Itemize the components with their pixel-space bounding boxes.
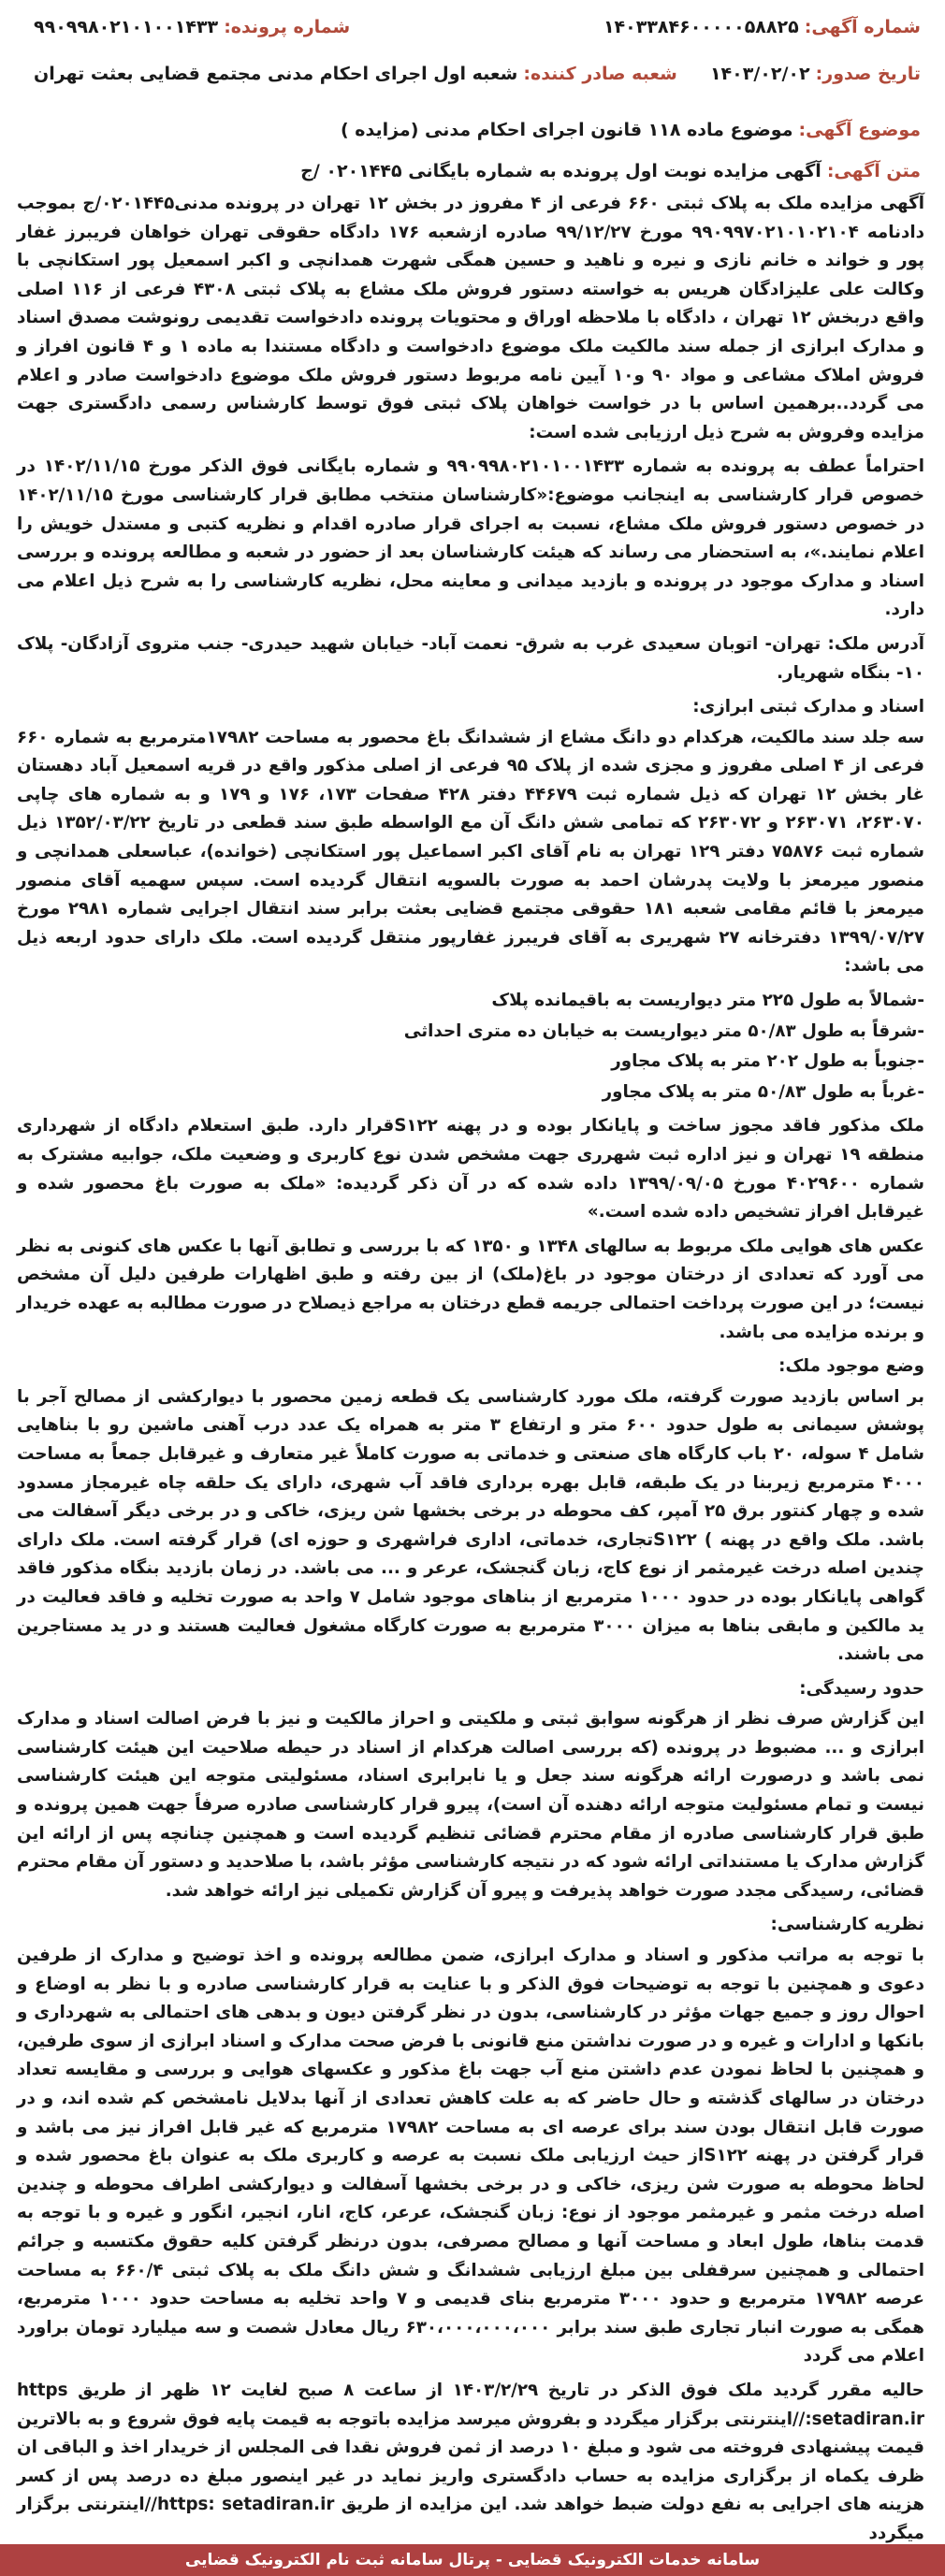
case-number-row bbox=[34, 13, 350, 41]
paragraph-audit: این گزارش صرف نظر از هرگونه سوابق ثبتی و ملکیتی و احراز مالکیت و نیز با فرض اصالت اسناد و مدارک ابرازی و ... مضبوط در پرونده (که بررسی اصالت هرکدام از اسناد در حیطه صلاحیت این هیئت کارشناسی نمی باشد و درصورت ارائه هرگونه سند جعل و یا نابرابری اسناد، مسئولیتی متوجه این هیئت کارشناسی نیست و تمام مسئولیت متوجه ارائه دهنده آن است)، پیرو قرار کارشناسی صادره صرفاً جهت همین پرونده و طبق قرار کارشناسی صادره از مقام محترم قضائی تنظیم گردیده است و همچنین چنانچه پس از ارائه این گزارش مدارک یا مستنداتی ارائه شود که در نتیجه کارشناسی مؤثر باشد، با صلاحدید و دستور آن مقام محترم قضائی، رسیدگی مجدد صورت خواهد پذیرفت و پیرو آن گزارش تکمیلی نیز ارائه خواهد شد. bbox=[17, 1709, 924, 1901]
case-number: ۹۹۰۹۹۸۰۲۱۰۱۰۰۱۴۳۳ bbox=[34, 17, 219, 37]
ad-text-label: متن آگهی: bbox=[826, 161, 921, 181]
branch-name: شعبه اول اجرای احکام مدنی مجتمع قضایی بعثت تهران bbox=[34, 64, 518, 84]
border-south: -جنوباً به طول ۲۰۲ متر به پلاک مجاور bbox=[611, 1051, 924, 1072]
ad-text-heading: آگهی مزایده نوبت اول پرونده به شماره بایگانی ۰۲۰۱۴۴۵ /ج bbox=[300, 161, 821, 181]
subject-text: موضوع ماده ۱۱۸ قانون اجرای احکام مدنی (مزایده ) bbox=[340, 120, 793, 140]
border-east: -شرقاً به طول ۵۰/۸۳ متر دیواریست به خیابان ده متری احداثی bbox=[403, 1020, 924, 1041]
branch-row bbox=[34, 60, 677, 88]
paragraph-address: آدرس ملک: تهران- اتوبان سعیدی غرب به شرق- نعمت آباد- خیابان شهید حیدری- جنب متروی آزادگان- پلاک ۱۰- بنگاه شهریار. bbox=[17, 633, 924, 683]
ad-number-row bbox=[603, 13, 921, 41]
paragraph-opinion: با توجه به مراتب مذکور و اسناد و مدارک ابرازی، ضمن مطالعه پرونده و اخذ توضیح و مدارک از طرفین دعوی و همچنین با توجه به توضیحات فوق الذکر و با عنایت به قرار کارشناسی صادره و با نظر به اوضاع و احوال روز و جمیع جهات مؤثر در کارشناسی، بدون در نظر گرفتن دیون و بدهی های احتمالی به شهرداری و بانکها و ادارات و غیره و در صورت نداشتن منع قانونی با فرض صحت مدارک و اسناد ابرازی از سوی طرفین، و همچنین با لحاظ نمودن عدم داشتن منع آب جهت باغ مذکور و عکسهای هوایی و بررسی و مقایسه تعداد درختان در سالهای گذشته و حال حاضر که به علت کاهش تعدادی از آنها بدلایل نامشخص کم شده اند، و در صورت قابل انتقال بودن سند برای عرصه ای به مساحت ۱۷۹۸۲ مترمربع که غیر قابل افراز نیز می باشد و قرار گرفتن در پهنه S۱۲۲از حیث ارزیابی ملک نسبت به عرصه و کاربری ملک به عنوان باغ محصور شده و لحاظ محوطه به صورت شن ریزی، خاکی و در برخی بخشها آسفالت و دیوارکشی اطراف محوطه و چندین اصله درخت مثمر و غیرمثمر موجود از نوع: زبان گنجشک، عرعر، کاج، انار، انجیر، انگور و غیره و با توجه به قدمت بناها، طول ابعاد و مساحت آنها و مصالح مصرفی، بدون درنظر گرفتن کلیه حقوق مکتسبه و جرائم احتمالی و همچنین سرقفلی بین مبلغ ارزیابی ششدانگ و شش دانگ ملک به پلاک ثبتی ۶۶۰/۴ به مساحت عرصه ۱۷۹۸۲ مترمربع و حدود ۳۰۰۰ مترمربع بنای قدیمی و ۷ واحد تخلیه به مساحت حدود ۱۰۰۰ مترمربع، همگی به صورت انبار تجاری طبق سند برابر ۶۳۰،۰۰۰،۰۰۰،۰۰۰ ریال معادل شصت و سه میلیارد تومان براورد اعلام می گردد bbox=[17, 1946, 925, 2366]
paragraph-intro: آگهی مزایده ملک به پلاک ثبتی ۶۶۰ فرعی از ۴ مفروز در بخش ۱۲ تهران در پرونده مدنی۰۲۰۱۴۴۵/ج بموجب دادنامه ۹۹۰۹۹۷۰۲۱۰۱۰۲۱۰۴ مورخ ۹۹/۱۲/۲۷ صادره ازشعبه ۱۷۶ دادگاه حقوقی تهران خواهان فریبرز غفار پور و خواند ه خانم نازی و نیره و ناهید و حسین همگی شهرت همدانچی و اکبر اسمعیل پور استکانچی با وکالت علی علیزادگان هریس به خواسته دستور فروش ملک مشاع به پلاک ثبتی ۴۳۰۸ فرعی از ۱۱۶ اصلی واقع دربخش ۱۲ تهران ، دادگاه با ملاحظه اوراق و محتویات پرونده دادخواست تقدیمی رونوشت مصدق اسناد و مدارک ابرازی از جمله سند مالکیت ملک موضوع دادخواست و دادگاه مستندا به ماده ۱ و ۴ قانون افراز و فروش املاک مشاعی و مواد ۹۰ و۱۰ آیین نامه مربوط دستور فروش ملک موضوع دادخواست صادر و اعلام می گردد..برهمین اساس با در خواست خواهان پلاک ثبتی فوق توسط کارشناس رسمی دادگستری جهت مزایده وفروش به شرح ذیل ارزیابی شده است: bbox=[17, 194, 925, 442]
paragraph-permit: ملک مذکور فاقد مجوز ساخت و پایانکار بوده و در پهنه S۱۲۲قرار دارد. طبق استعلام دادگاه از شهرداری منطقه ۱۹ تهران و نیز اداره ثبت شهرری جهت مشخص شدن نوع کاربری و وضعیت ملک، جوابیه مشترک به شماره ۴۰۲۹۶۰۰ مورخ ۱۳۹۹/۰۹/۰۵ داده شده که در آن ذکر گردیده: «ملک به صورت باغ محصور شده و غیرقابل افراز تشخیص داده شده است.» bbox=[17, 1116, 924, 1223]
paragraph-docs: سه جلد سند مالکیت، هرکدام دو دانگ مشاع از ششدانگ باغ محصور به مساحت ۱۷۹۸۲مترمربع به شماره ۶۶۰ فرعی از ۴ اصلی مفروز و مجزی شده از پلاک ۹۵ فرعی از اصلی مذکور واقع در قریه اسمعیل آباد دهستان غار بخش ۱۲ تهران که ذیل شماره ثبت ۴۴۶۷۹ دفتر ۴۲۸ صفحات ۱۷۳، ۱۷۶ و ۱۷۹ و به شماره های چاپی ۲۶۳۰۷۰، ۲۶۳۰۷۱ و ۲۶۳۰۷۲ که تمامی شش دانگ آن مع الواسطه طبق سند قطعی در تاریخ ۱۳۵۲/۰۳/۲۲ ذیل شماره ثبت ۷۵۸۷۶ دفتر ۱۲۹ تهران به نام آقای اکبر اسماعیل پور استکانچی (خوانده)، عباسعلی همدانچی و منصور میرمعز با ولایت پدرشان احمد به صورت بالسویه انتقال گردیده است. سپس سهمیه آقای منصور میرمعز با قائم مقامی شعبه ۱۸۱ حقوقی مجتمع قضایی بعثت برابر سند انتقال اجرایی شماره ۲۹۸۱ مورخ ۱۳۹۹/۰۷/۲۷ دفترخانه ۲۷ شهریری به آقای فریبرز غفارپور منتقل گردیده است. ملک دارای حدود اربعه ذیل می باشد: bbox=[17, 727, 925, 977]
docs-heading: اسناد و مدارک ثبتی ابرازی: bbox=[692, 697, 924, 717]
ad-text-title bbox=[24, 161, 921, 181]
paragraph-respect: احتراماً عطف به پرونده به شماره ۹۹۰۹۹۸۰۲۱۰۱۰۰۱۴۳۳ و شماره بایگانی فوق الذکر مورخ ۱۴۰۲/۱۱/۱۵ در خصوص قرار کارشناسی به اینجانب موضوع:«کارشناسان منتخب مطابق قرار کارشناسی مورخ ۱۴۰۲/۱۱/۱۵ در خصوص دستور فروش ملک مشاع، نسبت به اجرای قرار صادره اقدام و نظریه کتبی و مستدل خویش را اعلام نمایند.»، به استحضار می رساند که هیئت کارشناسان بعد از حضور در شعبه و مطالعه پرونده و بررسی اسناد و مدارک موجود در پرونده و بازدید میدانی و معاینه محل، نظریه کارشناسی را به شرح ذیل اعلام می دارد. bbox=[17, 456, 924, 620]
border-west: -غرباً به طول ۵۰/۸۳ متر به پلاک مجاور bbox=[602, 1081, 924, 1102]
footer-banner: سامانه خدمات الکترونیک قضایی - پرتال سامانه ثبت نام الکترونیک قضایی bbox=[0, 2544, 945, 2576]
issue-date-label: تاریخ صدور: bbox=[815, 64, 921, 84]
paragraph-aerial: عکس های هوایی ملک مربوط به سالهای ۱۳۴۸ و ۱۳۵۰ که با بررسی و تطابق آنها با عکس های کنونی به نظر می آورد که تعدادی از درختان موجود در باغ(ملک) از بین رفته و طبق اظهارات طرفین دلیل آن مشخص نیست؛ در این صورت پرداخت احتمالی جریمه قطع درختان به مراجع ذیصلاح در صورت مطالبه به عهده خریدار و برنده مزایده می باشد. bbox=[17, 1236, 925, 1342]
case-number-label: شماره پرونده: bbox=[224, 17, 351, 37]
ad-header bbox=[24, 13, 921, 105]
issue-date-row bbox=[710, 60, 921, 88]
paragraph-auction: حالیه مقرر گردید ملک فوق الذکر در تاریخ ۱۴۰۳/۲/۲۹ از ساعت ۸ صبح لغایت ۱۲ ظهر از طریق https :setadiran.ir//اینترنتی برگزار میگردد و بفروش میرسد مزایده باتوجه به قیمت پایه فوق شروع و به بالاترین قیمت پیشنهادی فروخته می شود و مبلغ ۱۰ درصد از ثمن فروش نقدا فی المجلس از خریدار اخذ و الباقی ان ظرف یکماه از برگزاری مزایده به حساب دادگستری واریز نماید در غیر اینصور مبلغ ده درصد پس از کسر هزینه های اجرایی به نفع دولت ضبط خواهد شد. این مزایده از طریق https: setadiran.ir//اینترنتی برگزار میگردد bbox=[17, 2380, 925, 2543]
opinion-heading: نظریه کارشناسی: bbox=[770, 1915, 924, 1935]
status-heading: وضع موجود ملک: bbox=[778, 1356, 924, 1377]
border-north: -شمالاً به طول ۲۲۵ متر دیواریست به باقیمانده پلاک bbox=[491, 991, 924, 1011]
subject-label: موضوع آگهی: bbox=[798, 120, 921, 140]
paragraph-status: بر اساس بازدید صورت گرفته، ملک مورد کارشناسی یک قطعه زمین محصور با دیوارکشی از مصالح آجر با پوشش سیمانی به طول حدود ۶۰۰ متر و ارتفاع ۳ متر به همراه یک عدد درب آهنی ماشین رو با بناهایی شامل ۴ سوله، ۲۰ باب کارگاه های صنعتی و خدماتی به صورت کاملاً غیر متعارف و غیرقابل جمعاً به مساحت ۴۰۰۰ مترمربع زیربنا در یک طبقه، قابل بهره برداری فاقد آب شهری، دارای یک حلقه چاه غیرمجاز مسدود شده و چهار کنتور برق ۲۵ آمپر، کف محوطه در برخی بخشها شن ریزی، خاکی و در برخی دیگر آسفالت می باشد. ملک واقع در پهنه ) S۱۲۲تجاری، خدماتی، اداری فراشهری و حوزه ای) قرار گرفته است. ملک دارای چندین اصله درخت غیرمثمر از نوع کاج، زبان گنجشک، عرعر و ... می باشد. در زمان بازدید بنگاه مذکور فاقد گواهی پایانکار بوده در حدود ۱۰۰۰ مترمربع از بناهای موجود شامل ۷ واحد به صورت تخلیه و فاقد فعالیت در ید مالکین و مابقی بناها به میزان ۳۰۰۰ مترمربع به صورت کارگاه مشغول فعالیت هستند و در ید مستاجرین می باشند. bbox=[17, 1386, 925, 1665]
issue-date: ۱۴۰۳/۰۲/۰۲ bbox=[709, 64, 810, 84]
branch-label: شعبه صادر کننده: bbox=[523, 64, 677, 84]
audit-heading: حدود رسیدگی: bbox=[799, 1678, 924, 1699]
ad-body bbox=[17, 190, 924, 2554]
ad-number-label: شماره آگهی: bbox=[804, 17, 921, 37]
ad-number: ۱۴۰۳۳۸۴۶۰۰۰۰۰۵۸۸۲۵ bbox=[603, 17, 799, 37]
ad-subject bbox=[24, 120, 921, 140]
